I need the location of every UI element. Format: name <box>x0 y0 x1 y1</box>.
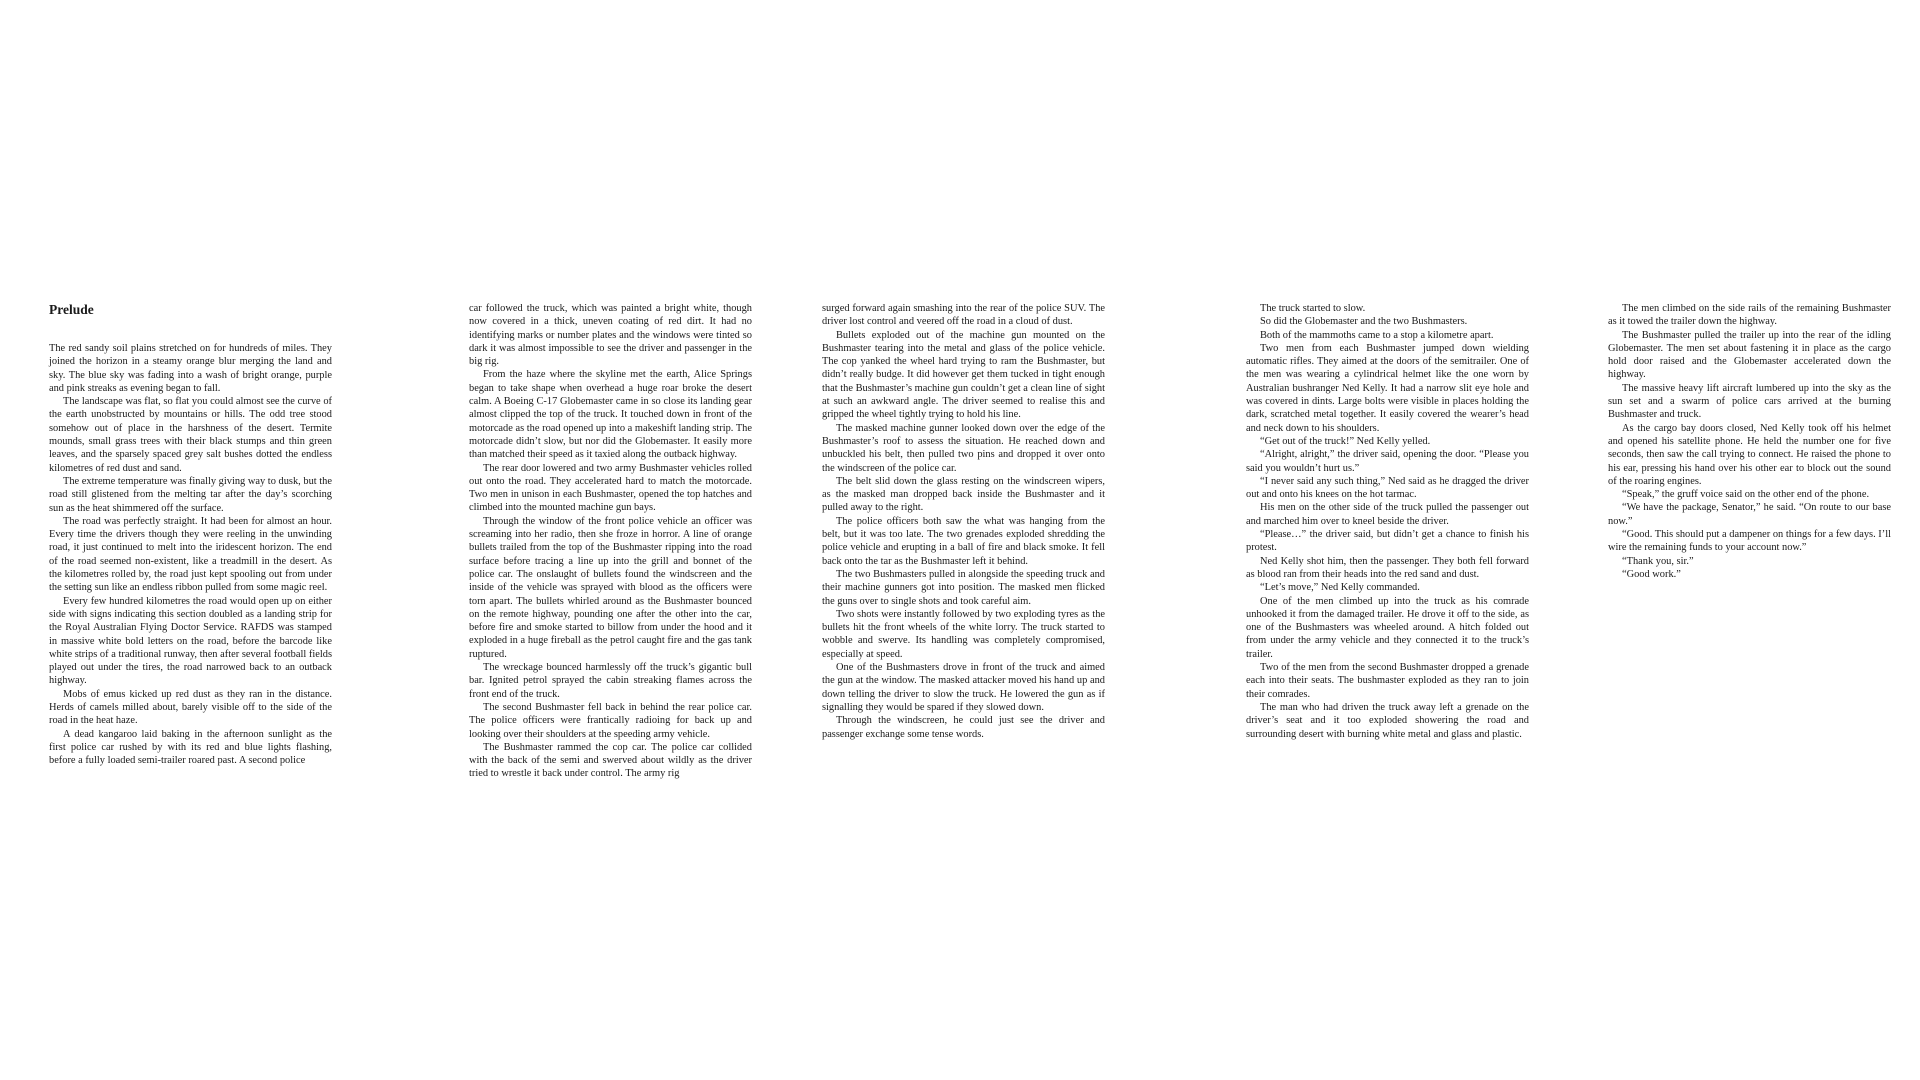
paragraph: “Alright, alright,” the driver said, opening the door. “Please you said you wouldn’t hurt us.” <box>1246 449 1529 474</box>
paragraph: The police officers both saw the what was hanging from the belt, but it was too late. The two grenades exploded shredding the police vehicle and erupting in a ball of fire and black smoke. It fell back onto the tar as the Bushmaster left it behind. <box>822 515 1105 567</box>
paragraph: The rear door lowered and two army Bushmaster vehicles rolled out onto the road. They accelerated hard to match the motorcade. Two men in unison in each Bushmaster, opened the top hatches and climbed into the mounted machine gun bays. <box>469 462 752 514</box>
paragraph: A dead kangaroo laid baking in the afternoon sunlight as the first police car rushed by with its red and blue lights flashing, before a fully loaded semi-trailer roared past. A second police <box>49 728 332 767</box>
text-column-1 <box>49 302 332 768</box>
paragraph: One of the Bushmasters drove in front of the truck and aimed the gun at the window. The masked attacker moved his hand up and down telling the driver to slow the truck. He lowered the gun as if signalling they would be spared if they slowed down. <box>822 662 1105 713</box>
paragraph: The extreme temperature was finally giving way to dusk, but the road still glistened from the melting tar after the day’s scorching sun as the heat shimmered off the surface. <box>49 475 332 514</box>
paragraph: “Please…” the driver said, but didn’t get a chance to finish his protest. <box>1246 529 1529 554</box>
paragraph: Two of the men from the second Bushmaster dropped a grenade each into their seats. The bushmaster exploded as they ran to join their comrades. <box>1246 662 1529 700</box>
paragraph: So did the Globemaster and the two Bushmasters. <box>1260 316 1468 328</box>
paragraph: “Get out of the truck!” Ned Kelly yelled. <box>1260 435 1431 447</box>
paragraph: “Let’s move,” Ned Kelly commanded. <box>1260 582 1420 594</box>
paragraph: Mobs of emus kicked up red dust as they ran in the distance. Herds of camels milled about, barely visible off to the side of the road in the heat haze. <box>49 688 332 727</box>
paragraph: The truck started to slow. <box>1260 303 1366 314</box>
paragraph: The landscape was flat, so flat you could almost see the curve of the earth unobstructed by mountains or hills. The odd tree stood somehow out of place in the harshness of the desert. Termite mounds, small grass trees with their black stumps and thin green leaves, and the sparsely spaced grey salt bushes dotted the endless kilometres of red dust and sand. <box>49 396 332 474</box>
paragraph: Every few hundred kilometres the road would open up on either side with signs indicating this section doubled as a landing strip for the Royal Australian Flying Doctor Service. RAFDS was stamped in massive white bold letters on the road, before the barcode like white strips of a traditional runway, then after several football fields played out under the tires, the road narrowed back to an outback highway. <box>49 595 332 687</box>
paragraph: “Good work.” <box>1622 568 1681 580</box>
paragraph: Both of the mammoths came to a stop a kilometre apart. <box>1260 329 1494 341</box>
paragraph: The men climbed on the side rails of the remaining Bushmaster as it towed the trailer down the highway. <box>1608 303 1891 328</box>
paragraph: Ned Kelly shot him, then the passenger. They both fell forward as blood ran from their heads into the red sand and dust. <box>1246 555 1529 580</box>
paragraph: The road was perfectly straight. It had been for almost an hour. Every time the drivers though they were reeling in the unwinding road, it just continued to melt into the iridescent horizon. The end of the road seemed non-existent, like a treadmill in the desert. As the kilometres rolled by, the road just kept spooling out from under the setting sun like an endless ribbon pulled from some magic reel. <box>49 515 332 594</box>
paragraph: “Speak,” the gruff voice said on the other end of the phone. <box>1622 489 1870 501</box>
paragraph: Through the windscreen, he could just see the driver and passenger exchange some tense words. <box>822 715 1105 740</box>
paragraph: surged forward again smashing into the rear of the police SUV. The driver lost control and veered off the road in a cloud of dust. <box>822 303 1105 328</box>
paragraph: The massive heavy lift aircraft lumbered up into the sky as the sun set and a swarm of police cars arrived at the burning Bushmaster and truck. <box>1608 382 1891 421</box>
paragraph: The masked machine gunner looked down over the edge of the Bushmaster’s roof to assess the situation. He reached down and unbuckled his belt, then pulled two pins and dropped it over onto the windscreen of the police car. <box>822 422 1105 474</box>
paragraph: Through the window of the front police vehicle an officer was screaming into her radio, then she froze in horror. A line of orange bullets trailed from the top of the Bushmaster ripping into the road surface before tracing a line up into the grill and bonnet of the police car. The onslaught of bullets found the windscreen and the inside of the vehicle was sprayed with blood as the officers were torn apart. The bullets whirled around as the Bushmaster bounced on the remote highway, pounding one after the other into the car, before fire and smoke started to billow from under the hood and it exploded in a huge fireball as the petrol caught fire and the gas tank ruptured. <box>469 515 752 660</box>
paragraph: “Good. This should put a dampener on things for a few days. I’ll wire the remaining funds to your account now.” <box>1608 529 1891 554</box>
paragraph: The Bushmaster rammed the cop car. The police car collided with the back of the semi and swerved about wildly as the driver tried to wrestle it back under control. The army rig <box>469 741 752 780</box>
paragraph: The Bushmaster pulled the trailer up into the rear of the idling Globemaster. The men set about fastening it in place as the cargo hold door raised and the Globemaster accelerated down the highway. <box>1608 329 1891 381</box>
paragraph: The man who had driven the truck away left a grenade on the driver’s seat and it too exploded showering the road and surrounding desert with burning white metal and glass and plastic. <box>1246 701 1529 740</box>
paragraph: Bullets exploded out of the machine gun mounted on the Bushmaster tearing into the metal and glass of the police vehicle. The cop yanked the wheel hard trying to ram the Bushmaster, but didn’t really budge. It did however get them tucked in tight enough that the Bushmaster’s machine gun couldn’t get a clean line of sight at such an awkward angle. The driver seemed to realise this and gripped the wheel tightly trying to hold his line. <box>822 329 1105 421</box>
paragraph: The second Bushmaster fell back in behind the rear police car. The police officers were frantically radioing for back up and looking over their shoulders at the speeding army vehicle. <box>469 701 752 740</box>
paragraph: “We have the package, Senator,” he said. “On route to our base now.” <box>1608 502 1891 527</box>
paragraph: The wreckage bounced harmlessly off the truck’s gigantic bull bar. Ignited petrol sprayed the cabin streaking flames across the front end of the truck. <box>469 662 752 700</box>
paragraph: “Thank you, sir.” <box>1622 555 1694 567</box>
paragraph: car followed the truck, which was painted a bright white, though now covered in a thick, uneven coating of red dirt. It had no identifying marks or number plates and the windows were tinted so dark it was almost impossible to see the driver and passenger in the big rig. <box>469 303 752 368</box>
paragraph: The two Bushmasters pulled in alongside the speeding truck and their machine gunners got into position. The masked men flicked the guns over to single shots and took careful aim. <box>822 568 1105 607</box>
text-column-2 <box>469 302 752 781</box>
paragraph: One of the men climbed up into the truck as his comrade unhooked it from the damaged trailer. He drove it off to the side, as one of the Bushmasters was wheeled around. A hitch folded out from under the army vehicle and they connected it to the truck’s trailer. <box>1246 595 1529 660</box>
paragraph: Two men from each Bushmaster jumped down wielding automatic rifles. They aimed at the doors of the semitrailer. One of the men was wearing a cylindrical helmet like the one worn by Australian bushranger Ned Kelly. It had a narrow slit eye hole and was covered in dints. Large bolts were visible in places holding the dark, scratched metal together. It easily covered the wearer’s head and neck down to his shoulders. <box>1246 342 1529 434</box>
text-column-4 <box>1246 302 1529 741</box>
text-column-5 <box>1608 302 1891 581</box>
chapter-heading: Prelude <box>49 302 94 317</box>
paragraph: His men on the other side of the truck pulled the passenger out and marched him over to kneel beside the driver. <box>1246 502 1529 527</box>
text-column-3 <box>822 302 1105 741</box>
paragraph: As the cargo bay doors closed, Ned Kelly took off his helmet and opened his satellite phone. He held the number one for five seconds, then saw the call trying to connect. He raised the phone to his ear, pressing his hand over his other ear to block out the sound of the roaring engines. <box>1608 422 1891 487</box>
paragraph: From the haze where the skyline met the earth, Alice Springs began to take shape when overhead a huge roar broke the desert calm. A Boeing C-17 Globemaster came in so close its landing gear almost clipped the top of the truck. It touched down in front of the motorcade as the road opened up into a makeshift landing strip. The motorcade didn’t slow, but nor did the Globemaster. It easily more than matched their speed as it taxied along the outback highway. <box>469 369 752 461</box>
paragraph: Two shots were instantly followed by two exploding tyres as the bullets hit the front wheels of the white lorry. The truck started to wobble and swerve. Its handling was completely compromised, especially at speed. <box>822 608 1105 660</box>
paragraph: The belt slid down the glass resting on the windscreen wipers, as the masked man dropped back inside the Bushmaster and it pulled away to the right. <box>822 475 1105 514</box>
paragraph: The red sandy soil plains stretched on for hundreds of miles. They joined the horizon in a steamy orange blur merging the land and sky. The blue sky was fading into a wash of bright orange, purple and pink streaks as evening began to fall. <box>49 343 332 394</box>
paragraph: “I never said any such thing,” Ned said as he dragged the driver out and onto his knees on the hot tarmac. <box>1246 475 1529 501</box>
